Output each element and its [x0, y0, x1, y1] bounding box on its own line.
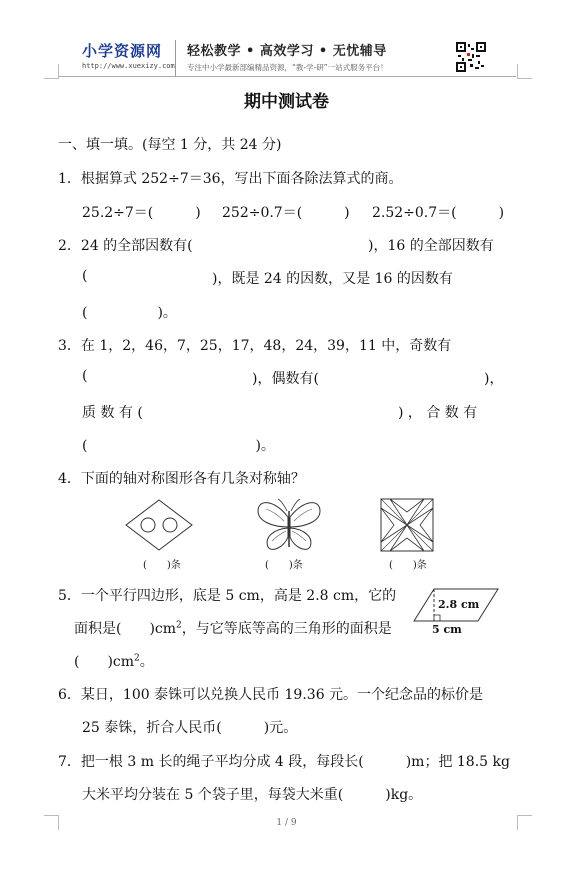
- q2-line1b: )，16 的全部因数有: [368, 238, 494, 254]
- q3-line4: ( )。: [82, 438, 275, 454]
- q3-line3a: 质 数 有 (: [82, 405, 143, 421]
- q3-line2b: )，偶数有(: [252, 371, 319, 387]
- site-logo: 小学资源网: [82, 42, 163, 60]
- q4-caption-2: ( )条: [265, 560, 303, 571]
- q3-line3b: ) ， 合 数 有: [398, 405, 478, 421]
- square-star-figure: [380, 498, 434, 552]
- q2-line1a: 2．24 的全部因数有(: [58, 238, 193, 254]
- q3-line2a: (: [82, 368, 88, 384]
- q6-line1: 6．某日，100 泰铢可以兑换人民币 19.36 元。一个纪念品的标价是: [58, 687, 484, 703]
- header-divider: [175, 40, 176, 76]
- figure-height-label: 2.8 cm: [438, 598, 480, 611]
- q2-line2b: )，既是 24 的因数，又是 16 的因数有: [212, 271, 453, 287]
- q1-item-b: 252÷0.7＝( ): [222, 205, 350, 221]
- page-title: 期中测试卷: [244, 92, 329, 112]
- site-url: http://www.xuexizy.com: [82, 62, 175, 70]
- q7-line1: 7．把一根 3 m 长的绳子平均分成 4 段，每段长( )m；把 18.5 kg: [58, 754, 510, 770]
- q3-line2c: )，: [484, 371, 504, 387]
- q1-item-c: 2.52÷0.7＝( ): [372, 205, 505, 221]
- page-number: 1 / 9: [276, 818, 297, 828]
- q2-line3: ( )。: [82, 305, 177, 321]
- crop-mark: [44, 64, 59, 79]
- q2-line2a: (: [82, 268, 88, 284]
- q4-caption-1: ( )条: [143, 560, 181, 571]
- rhombus-figure: [124, 498, 194, 552]
- q5-line2: 面积是( )$cm^2$，与它等底等高的三角形的面积是: [74, 620, 392, 637]
- figure-base-label: 5 cm: [432, 623, 462, 636]
- header-rule: [58, 76, 516, 77]
- q1-stem: 1．根据算式 252÷7＝36，写出下面各除法算式的商。: [58, 171, 403, 187]
- qr-code-icon: [456, 42, 486, 72]
- q6-line2: 25 泰铢，折合人民币( )元。: [82, 720, 298, 736]
- q3-line1: 3．在 1，2，46，7，25，17，48，24，39，11 中，奇数有: [58, 338, 452, 354]
- q1-item-a: 25.2÷7＝( ): [82, 205, 201, 221]
- crop-mark: [517, 64, 532, 79]
- section-heading: 一、填一填。(每空 1 分，共 24 分): [58, 137, 282, 153]
- q4-caption-3: ( )条: [389, 560, 427, 571]
- q7-line2: 大米平均分装在 5 个袋子里，每袋大米重( )kg。: [82, 787, 423, 803]
- q5-line1: 5．一个平行四边形，底是 5 cm，高是 2.8 cm，它的: [58, 588, 397, 604]
- butterfly-figure: [254, 497, 324, 555]
- header-slogan: 轻松教学 • 高效学习 • 无忧辅导: [187, 44, 387, 59]
- header-tagline: 专注中小学最新部编精品资源，“教-学-研”一站式服务平台！: [187, 63, 388, 72]
- q5-line3: ( )$cm^2$。: [74, 653, 154, 670]
- q4-stem: 4．下面的轴对称图形各有几条对称轴？: [58, 471, 305, 487]
